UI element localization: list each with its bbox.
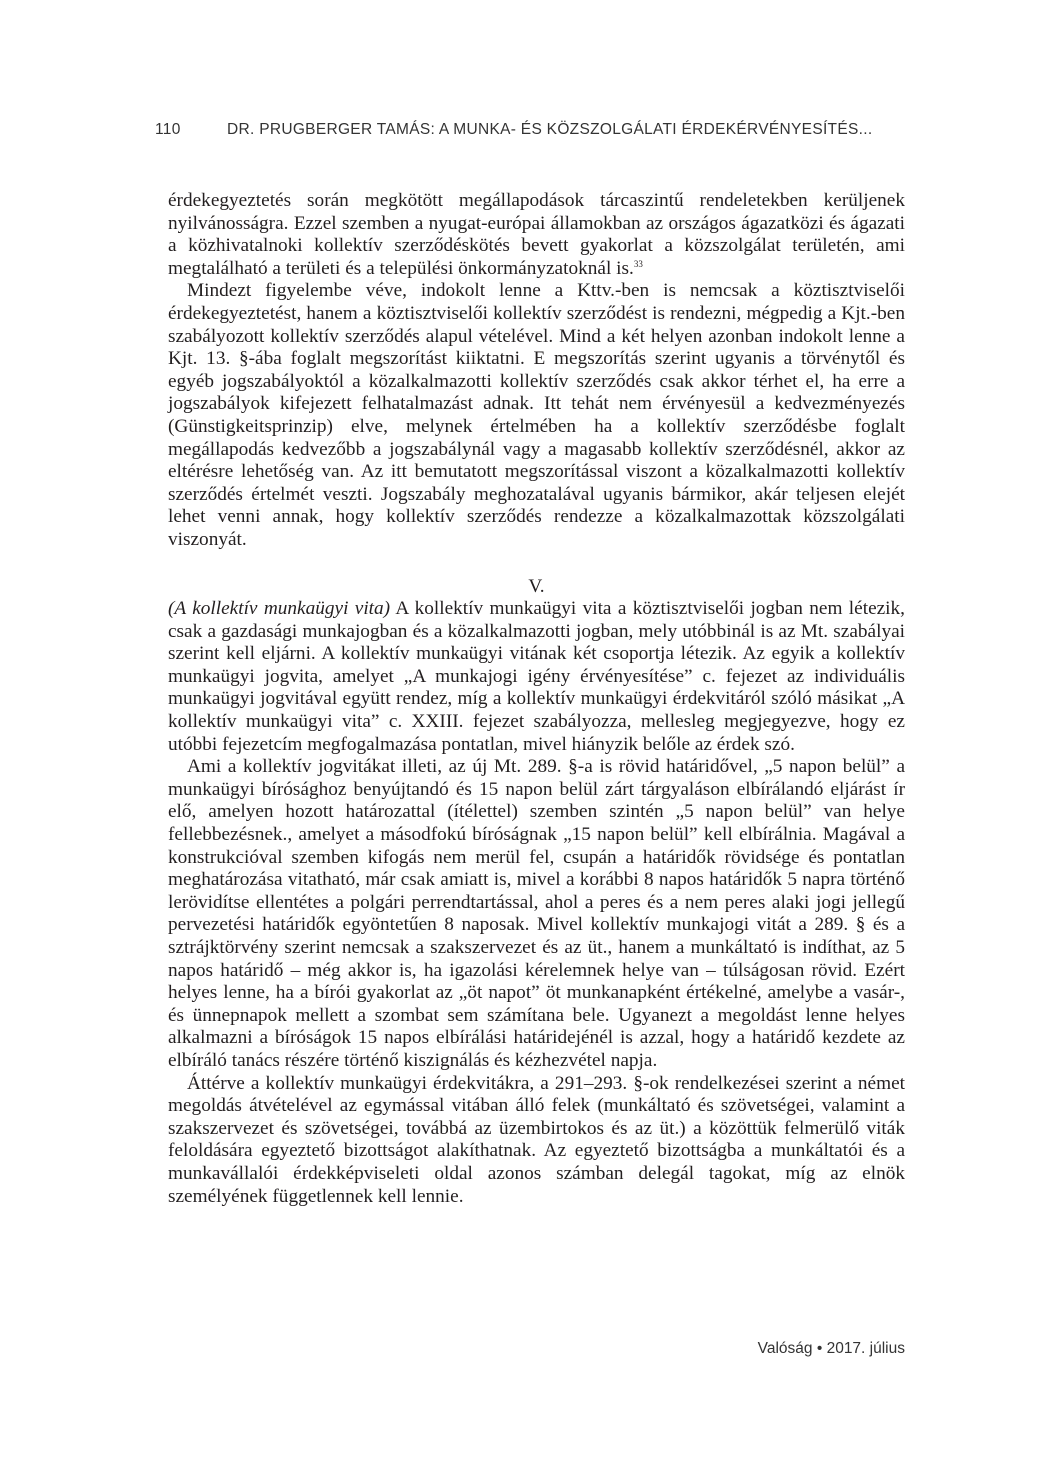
running-header [155,121,905,139]
paragraph-text: A kollektív munkaügyi vita a köztisztviselői jogban nem létezik, csak a gazdasági munkajogban és a közalkalmazotti jogban, mely utóbbinál is az Mt. szabályai szerint kell eljárni. A kollektív munkaügyi vitának két csoportja létezik. Az egyik a kollektív munkaügyi jogvita, amelyet „A munkajogi igény érvényesítése” c. fejezet az individuális munkaügyi jogvitával együtt rendez, míg a kollektív munkaügyi érdekvitáról szóló másikat „A kollektív munkaügyi vita” c. XXIII. fejezet szabályozza, mellesleg megjegyezve, hogy ez utóbbi fejezetcím megfogalmazása pontatlan, mivel hiányzik belőle az érdek szó. [168,598,906,755]
paragraph-4: Ami a kollektív jogvitákat illeti, az új Mt. 289. §-a is rövid határidővel, „5 napon belül” a munkaügyi bírósághoz benyújtandó és 15 napon belül zárt tárgyaláson elbírálandó eljárást ír elő, amelyen hozott határozattal (ítélettel) szemben szintén „5 napon belül” van helye fellebbezésnek., amelyet a másodfokú bíróságnak „15 napon belül” kell elbírálnia. Magával a konstrukcióval szemben kifogás nem merül fel, csupán a határidők rövidsége és pontatlan meghatározása vitatható, már csak amiatt is, mivel a korábbi 8 napos határidők 5 napra történő lerövidítse ellentétes a polgári perrendtartással, ahol a peres és a nem peres alaki jogi jellegű pervezetési határidők egyöntetűen 8 naposak. Mivel kollektív munkajogi vitát a 289. § és a sztrájktörvény szerint nemcsak a szakszervezet és az üt., hanem a munkáltató is indíthat, az 5 napos határidő – még akkor is, ha igazolási kérelemnek helye van – túlságosan rövid. Ezért helyes lenne, ha a bírói gyakorlat az „öt napot” öt munkanapként értékelné, amelybe a vasár-, és ünnepnapok mellett a szombat sem számítana bele. Ugyanezt a megoldást lenne helyes alkalmazni a bíróságok 15 napos elbírálási határidejénél is azzal, hogy a határidő kezdete az elbíráló tanács részére történő kiszignálás és kézhezvétel napja. [168,756,905,1071]
paragraph-2: Mindezt figyelembe véve, indokolt lenne a Kttv.-ben is nemcsak a köztisztviselői érdekegyeztetést, hanem a köztisztviselői kollektív szerződést is rendezni, mégpedig a Kjt.-ben szabályozott kollektív szerződés alapul vételével. Mind a két helyen azonban indokolt lenne a Kjt. 13. §-ába foglalt megszorítást kiiktatni. E megszorítás szerint ugyanis a törvénytől és egyéb jogszabályoktól a közalkalmazotti kollektív szerződés csak akkor térhet el, ha erre a jogszabályok kifejezett felhatalmazást adnak. Itt tehát nem érvényesül a kedvezményezés (Günstigkeitsprinzip) elve, melynek értelmében ha a kollektív szerződésbe foglalt megállapodás kedvezőbb a jogszabálynál vagy a magasabb kollektív szerződésnél, akkor az eltérésre lehetőség van. Az itt bemutatott megszorítással viszont a közalkalmazotti kollektív szerződés értelmét veszti. Jogszabály meghozatalával ugyanis bármikor, akár teljesen elejét lehet venni annak, hogy kollektív szerződés rendezze a közalkalmazottak közszolgálati viszonyát. [168,280,905,550]
page-number: 110 [155,121,181,138]
article-body [168,190,905,1208]
paragraph-5: Áttérve a kollektív munkaügyi érdekvitákra, a 291–293. §-ok rendelkezései szerint a német megoldás átvételével az egymással vitában álló felek (munkáltató és szövetségei, valamint a szakszervezet és szövetségei, továbbá az üzembirtokos és az üt.) a közöttük felmerülő viták feloldására egyeztető bizottságot alakíthatnak. Az egyeztető bizottságba a munkáltatói és a munkavállalói érdekképviseleti oldal azonos számban delegál tagokat, míg az elnök személyének függetlennek kell lennie. [168,1072,905,1207]
journal-footer: Valóság • 2017. július [757,1340,905,1357]
paragraph-1 [168,190,905,280]
running-title: DR. PRUGBERGER TAMÁS: A MUNKA- ÉS KÖZSZOLGÁLATI ÉRDEKÉRVÉNYESÍTÉS... [227,121,873,138]
footnote-marker[interactable]: 33 [633,258,643,269]
section-lead-title: (A kollektív munkaügyi vita) [168,598,391,620]
paragraph-3 [168,598,905,756]
section-heading: V. [528,575,545,597]
paragraph-text: érdekegyeztetés során megkötött megállapodások tárcaszintű rendeletekben kerüljenek nyilvánosságra. Ezzel szemben a nyugat-európai államokban az országos ágazatközi és ágazati a közhivatalnoki kollektív szerződéskötés bevett gyakorlat a közszolgálat területén, ami megtalálható a területi és a települési önkormányzatoknál is. [168,190,905,279]
